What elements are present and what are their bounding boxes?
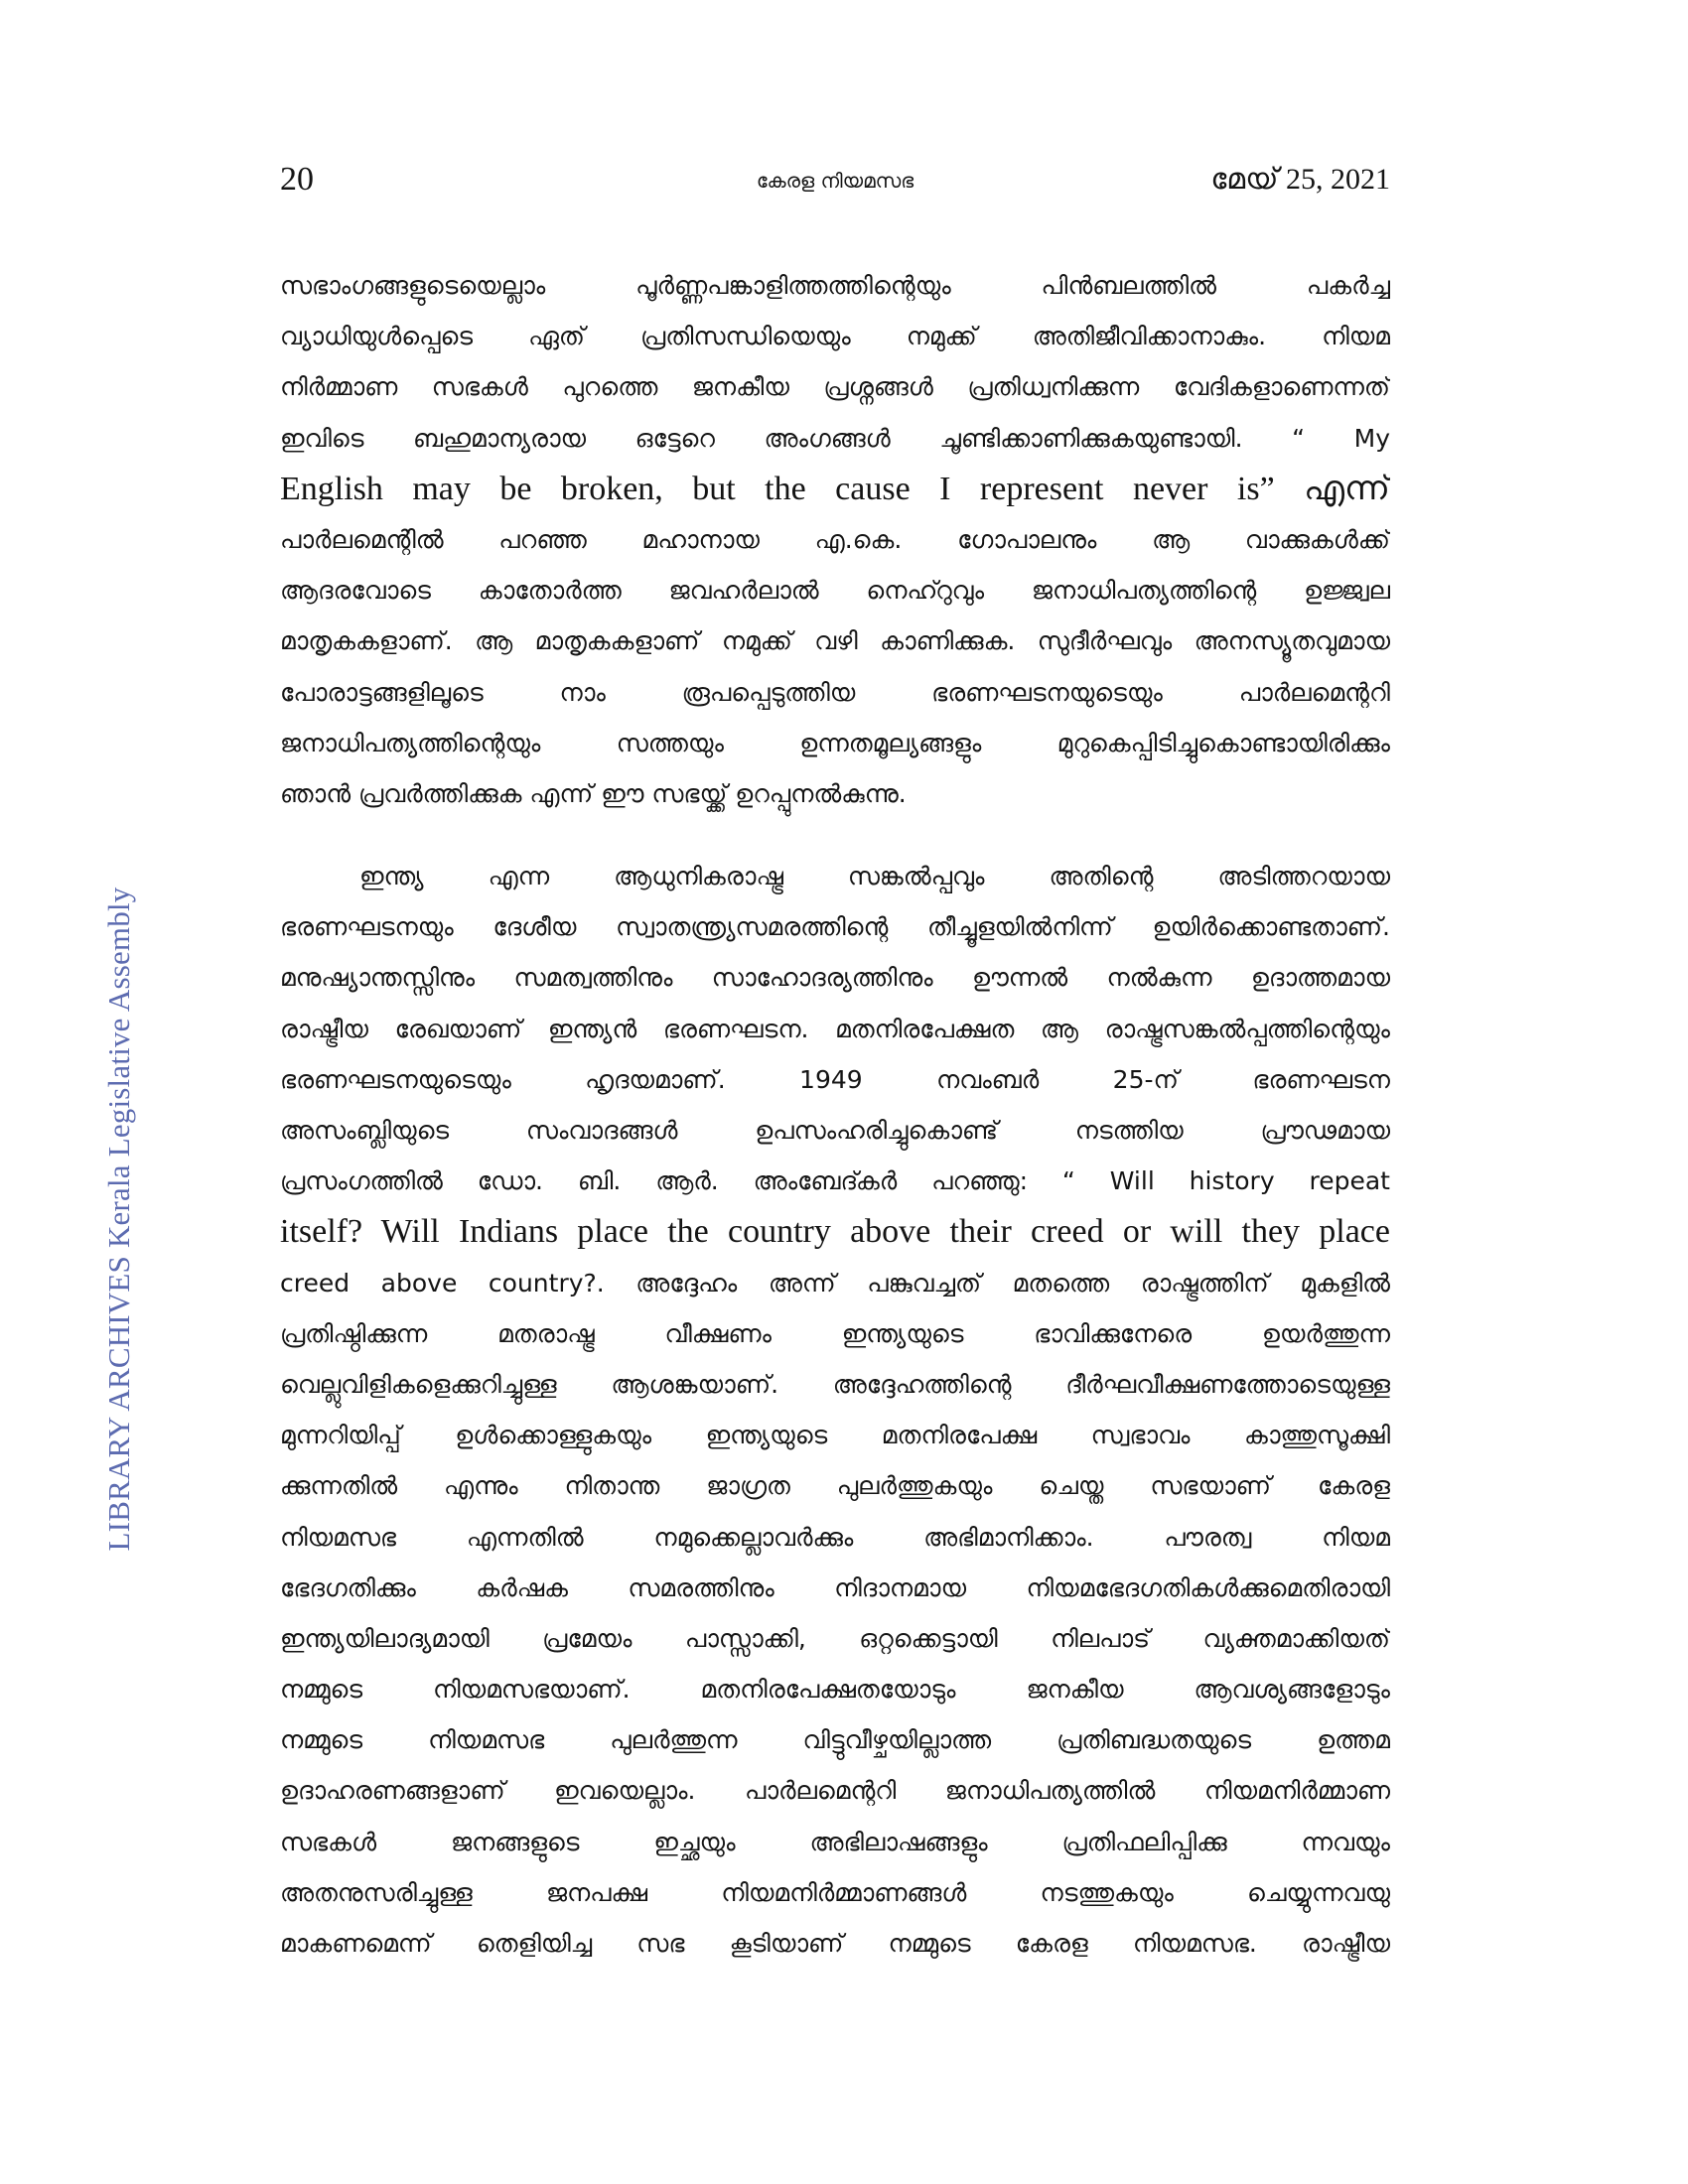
text-line: മുന്നറിയിപ്പ് ഉൾക്കൊള്ളുകയും ഇന്ത്യയുടെ മതനിരപേക്ഷ സ്വഭാവം കാത്തുസൂക്ഷി [280, 1421, 1390, 1450]
text-line: സഭകൾ ജനങ്ങളുടെ ഇച്ഛയും അഭിലാഷങ്ങളും പ്രതിഫലിപ്പിക്കു ന്നവയും [280, 1827, 1390, 1856]
text-line: creed above country?. അദ്ദേഹം അന്ന് പങ്കുവച്ചത് മതത്തെ രാഷ്ട്രത്തിന് മുകളിൽ [280, 1268, 1390, 1297]
paragraph-2 [280, 851, 1390, 1969]
text-line: അതനുസരിച്ചുള്ള ജനപക്ഷ നിയമനിർമ്മാണങ്ങൾ നടത്തുകയും ചെയ്യുന്നവയു [280, 1877, 1390, 1907]
text-line: itself? Will Indians place the country above their creed or will they place [280, 1213, 1390, 1251]
body-text [280, 260, 1390, 1969]
text-line: ഇവിടെ ബഹുമാന്യരായ ഒട്ടേറെ അംഗങ്ങൾ ചൂണ്ടിക്കാണിക്കുകയുണ്ടായി. “ My [280, 423, 1390, 453]
text-line: വ്യാധിയുൾപ്പെടെ ഏത് പ്രതിസന്ധിയെയും നമുക്ക് അതിജീവിക്കാനാകും. നിയമ [280, 322, 1390, 351]
text-line: ക്കുന്നതിൽ എന്നും നിതാന്ത ജാഗ്രത പുലർത്തുകയും ചെയ്ത സഭയാണ് കേരള [280, 1471, 1390, 1501]
running-title: കേരള നിയമസഭ [756, 169, 914, 193]
text-line: രാഷ്ട്രീയ രേഖയാണ് ഇന്ത്യൻ ഭരണഘടന. മതനിരപേക്ഷത ആ രാഷ്ട്രസങ്കൽപ്പത്തിന്റെയും [280, 1014, 1390, 1043]
text-line: ഇന്ത്യയിലാദ്യമായി പ്രമേയം പാസ്സാക്കി, ഒറ്റക്കെട്ടായി നിലപാട് വ്യക്തമാക്കിയത് [280, 1623, 1390, 1653]
text-line: പ്രതിഷ്ഠിക്കുന്ന മതരാഷ്ട്ര വീക്ഷണം ഇന്ത്യയുടെ ഭാവിക്കുനേരെ ഉയർത്തുന്ന [280, 1318, 1390, 1348]
text-line: പ്രസംഗത്തിൽ ഡോ. ബി. ആർ. അംബേദ്കർ പറഞ്ഞു: “ Will history repeat [280, 1166, 1390, 1196]
text-line: പാർലമെന്റിൽ പറഞ്ഞ മഹാനായ എ.കെ. ഗോപാലനും ആ വാക്കുകൾക്ക് [280, 524, 1390, 554]
page-number: 20 [280, 161, 314, 198]
text-line: ഇന്ത്യ എന്ന ആധുനികരാഷ്ട്ര സങ്കൽപ്പവും അതിന്റെ അടിത്തറയായ [359, 862, 1390, 891]
paragraph-1 [280, 260, 1390, 819]
text-line: English may be broken, but the cause I represent never is” എന്ന് [280, 470, 1390, 507]
text-line: അസംബ്ലിയുടെ സംവാദങ്ങൾ ഉപസംഹരിച്ചുകൊണ്ട് നടത്തിയ പ്രൗഢമായ [280, 1116, 1390, 1145]
text-line: മാതൃകകളാണ്. ആ മാതൃകകളാണ് നമുക്ക് വഴി കാണിക്കുക. സുദീർഘവും അനസ്യൂതവുമായ [280, 626, 1390, 656]
text-line: ആദരവോടെ കാതോർത്ത ജവഹർലാൽ നെഹ്റുവും ജനാധിപത്യത്തിന്റെ ഉജ്ജ്വല [280, 576, 1390, 606]
text-line: മാകണമെന്ന് തെളിയിച്ച സഭ കൂടിയാണ് നമ്മുടെ കേരള നിയമസഭ. രാഷ്ട്രീയ [280, 1929, 1390, 1958]
page-header [280, 161, 1390, 201]
text-line: ഉദാഹരണങ്ങളാണ് ഇവയെല്ലാം. പാർലമെന്ററി ജനാധിപത്യത്തിൽ നിയമനിർമ്മാണ [280, 1776, 1390, 1806]
text-line: ഭേദഗതിക്കും കർഷക സമരത്തിനും നിദാനമായ നിയമഭേദഗതികൾക്കുമെതിരായി [280, 1572, 1390, 1602]
archive-watermark: LIBRARY ARCHIVES Kerala Legislative Assembly [101, 887, 136, 1552]
text-line: നമ്മുടെ നിയമസഭയാണ്. മതനിരപേക്ഷതയോടും ജനകീയ ആവശ്യങ്ങളോടും [280, 1675, 1390, 1705]
text-line: മനുഷ്യാന്തസ്സിനും സമത്വത്തിനും സാഹോദര്യത്തിനും ഊന്നൽ നൽകുന്ന ഉദാത്തമായ [280, 963, 1390, 993]
text-line: നമ്മുടെ നിയമസഭ പുലർത്തുന്ന വിട്ടുവീഴ്ചയില്ലാത്ത പ്രതിബദ്ധതയുടെ ഉത്തമ [280, 1725, 1390, 1755]
text-line: വെല്ലുവിളികളെക്കുറിച്ചുള്ള ആശങ്കയാണ്. അദ്ദേഹത്തിന്റെ ദീർഘവീക്ഷണത്തോടെയുള്ള [280, 1369, 1390, 1399]
text-line: ഭരണഘടനയും ദേശീയ സ്വാതന്ത്ര്യസമരത്തിന്റെ തീച്ചൂളയിൽനിന്ന് ഉയിർക്കൊണ്ടതാണ്. [280, 912, 1390, 942]
paragraph-gap [280, 819, 1390, 851]
text-line: നിർമ്മാണ സഭകൾ പുറത്തെ ജനകീയ പ്രശ്നങ്ങൾ പ്രതിധ്വനിക്കുന്ന വേദികളാണെന്നത് [280, 372, 1390, 402]
text-line: ഭരണഘടനയുടെയും ഹൃദയമാണ്. 1949 നവംബർ 25-ന് ഭരണഘടന [280, 1064, 1390, 1094]
text-line: ഞാൻ പ്രവർത്തിക്കുക എന്ന് ഈ സഭയ്ക്ക് ഉറപ്പുനൽകുന്നു. [280, 778, 907, 808]
text-line: ജനാധിപത്യത്തിന്റെയും സത്തയും ഉന്നതമൂല്യങ്ങളും മുറുകെപ്പിടിച്ചുകൊണ്ടായിരിക്കും [280, 728, 1390, 757]
text-line: സഭാംഗങ്ങളുടെയെല്ലാം പൂർണ്ണപങ്കാളിത്തത്തിന്റെയും പിൻബലത്തിൽ പകർച്ച [280, 271, 1390, 300]
header-date: മേയ് 25, 2021 [1210, 163, 1390, 196]
text-line: നിയമസഭ എന്നതിൽ നമുക്കെല്ലാവർക്കും അഭിമാനിക്കാം. പൗരത്വ നിയമ [280, 1522, 1390, 1552]
text-line: പോരാട്ടങ്ങളിലൂടെ നാം രൂപപ്പെടുത്തിയ ഭരണഘടനയുടെയും പാർലമെന്ററി [280, 677, 1390, 707]
